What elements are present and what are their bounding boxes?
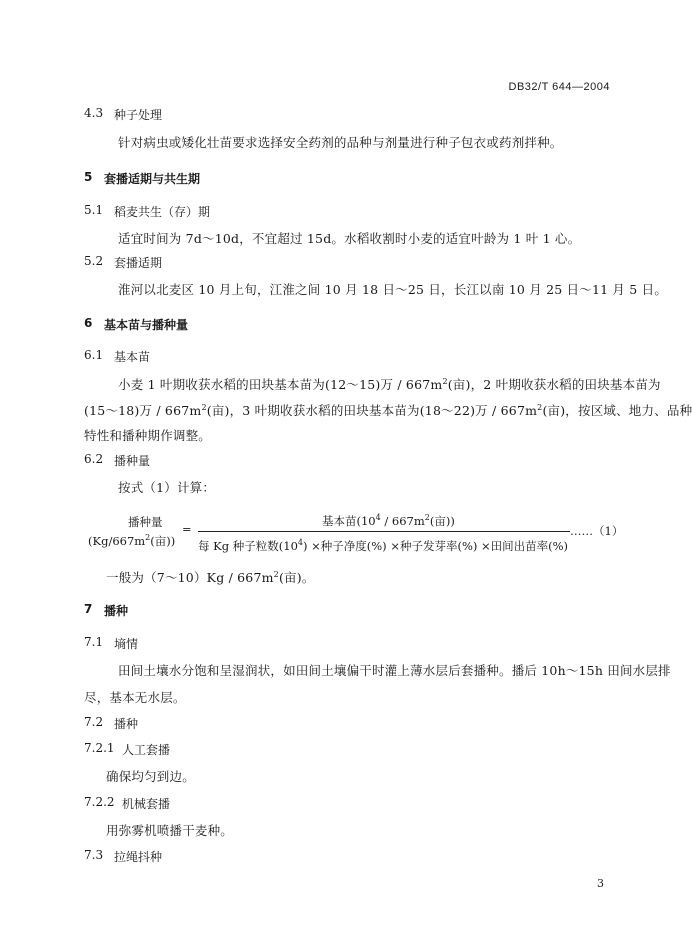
section-6-2-number: 6.2 — [84, 452, 104, 466]
formula-lhs-top: 播种量 — [128, 515, 163, 529]
section-4-3-number: 4.3 — [84, 106, 104, 120]
section-6-1-line3: 特性和播种期作调整。 — [84, 428, 212, 443]
section-7-1-line2: 尽，基本无水层。 — [84, 690, 186, 705]
section-7-2-1-title: 人工套播 — [122, 743, 171, 757]
section-5-title: 套播适期与共生期 — [104, 172, 201, 186]
section-7-2-1-text: 确保均匀到边。 — [106, 769, 195, 784]
section-5-1-text: 适宜时间为 7d～10d，不宜超过 15d。水稻收割时小麦的适宜叶龄为 1 叶 1 心。 — [118, 231, 581, 246]
section-6-1-title: 基本苗 — [114, 350, 151, 364]
section-7-2-2-title: 机械套播 — [122, 797, 171, 811]
section-7-3-title: 拉绳抖种 — [114, 850, 163, 864]
section-6-1-line1: 小麦 1 叶期收获水稻的田块基本苗为(12～15)万 / $667m^2$(亩)，2 叶期收获水稻的田块基本苗为 — [118, 376, 661, 392]
formula-fraction-bar — [198, 531, 570, 532]
section-4-3-title: 种子处理 — [114, 108, 163, 122]
section-7-3-number: 7.3 — [84, 848, 104, 862]
formula-numerator: 基本苗($10^4 / 667m^2$(亩)) — [322, 513, 455, 528]
section-7-2-1-number: 7.2.1 — [84, 741, 115, 755]
section-7-1-title: 墒情 — [114, 637, 139, 651]
section-7-title: 播种 — [104, 604, 129, 618]
section-5-1-number: 5.1 — [84, 203, 104, 217]
section-7-2-2-number: 7.2.2 — [84, 795, 115, 809]
section-6-2-intro: 按式（1）计算： — [118, 480, 216, 495]
section-6-number: 6 — [84, 316, 93, 330]
section-4-3-text: 针对病虫或矮化壮苗要求选择安全药剂的品种与剂量进行种子包衣或药剂拌种。 — [118, 135, 563, 150]
formula-lhs-bottom: ($Kg/667m^2$(亩)) — [88, 533, 176, 548]
section-6-1-number: 6.1 — [84, 348, 104, 362]
section-7-number: 7 — [84, 602, 93, 616]
section-6-2-note: 一般为（7～10）Kg / $667m^2$(亩)。 — [106, 569, 315, 585]
section-6-title: 基本苗与播种量 — [104, 318, 189, 332]
formula-denominator: 每 Kg 种子粒数$(10^4)$ ×种子净度(%) ×种子发芽率(%) ×田间出苗率(%) — [198, 538, 569, 553]
section-7-2-title: 播种 — [114, 717, 139, 731]
section-7-1-line1: 田间土壤水分饱和呈湿润状，如田间土壤偏干时灌上薄水层后套播种。播后 10h～15h 田间水层排 — [118, 663, 671, 678]
section-5-number: 5 — [84, 170, 93, 184]
document-code: DB32/T 644—2004 — [508, 81, 610, 93]
formula-equals: = — [182, 522, 192, 536]
section-5-1-title: 稻麦共生（存）期 — [114, 205, 211, 219]
section-5-2-number: 5.2 — [84, 254, 104, 268]
section-6-1-line2: (15～18)万 / $667m^2$(亩)，3 叶期收获水稻的田块基本苗为(18～22)万 / $667m^2$(亩)，按区域、地力、品种 — [84, 402, 692, 418]
page-number: 3 — [597, 877, 604, 890]
section-7-2-2-text: 用弥雾机喷播干麦种。 — [106, 823, 234, 838]
formula-equation-number: ……（1） — [570, 524, 624, 538]
section-6-2-title: 播种量 — [114, 454, 151, 468]
section-7-1-number: 7.1 — [84, 635, 104, 649]
section-5-2-title: 套播适期 — [114, 256, 163, 270]
section-7-2-number: 7.2 — [84, 715, 104, 729]
section-5-2-text: 淮河以北麦区 10 月上旬，江淮之间 10 月 18 日～25 日，长江以南 10 月 25 日～11 月 5 日。 — [118, 282, 668, 297]
